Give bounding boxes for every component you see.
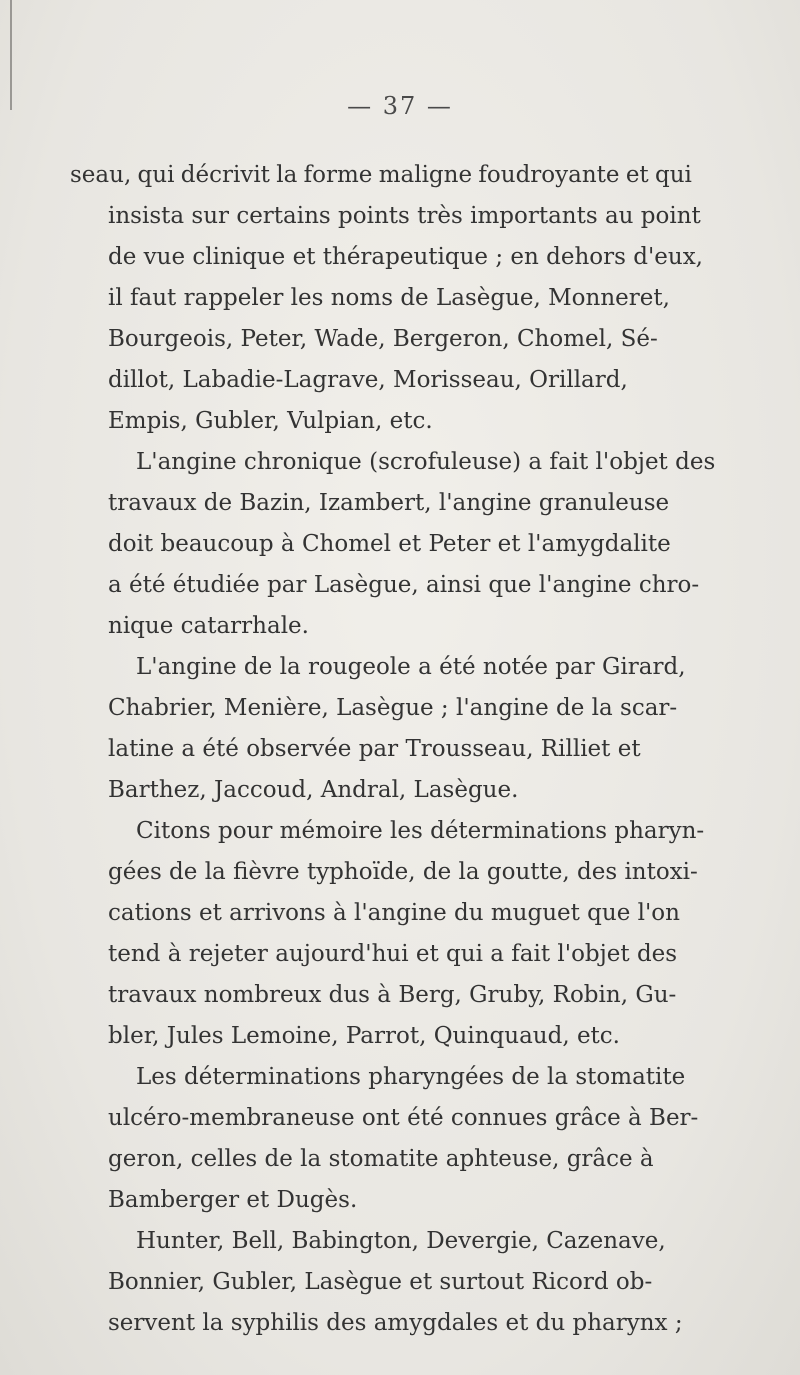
text-line: de vue clinique et thérapeutique ; en dehors d'eux, <box>108 244 703 270</box>
text-line: L'angine de la rougeole a été notée par Girard, <box>136 654 686 680</box>
text-line: gées de la fièvre typhoïde, de la goutte, des intoxi- <box>108 859 698 885</box>
text-line: Hunter, Bell, Babington, Devergie, Cazenave, <box>136 1228 666 1254</box>
text-line: Les déterminations pharyngées de la stomatite <box>136 1064 686 1090</box>
text-line: servent la syphilis des amygdales et du pharynx ; <box>108 1310 683 1336</box>
text-line: seau, qui décrivit la forme maligne foudroyante et qui <box>70 162 692 188</box>
text-line: bler, Jules Lemoine, Parrot, Quinquaud, etc. <box>108 1023 620 1049</box>
text-line: Chabrier, Menière, Lasègue ; l'angine de la scar- <box>108 695 678 721</box>
text-line: latine a été observée par Trousseau, Rilliet et <box>108 736 641 762</box>
text-line: nique catarrhale. <box>108 613 309 639</box>
text-line: ulcéro-membraneuse ont été connues grâce à Ber- <box>108 1105 699 1131</box>
text-line: dillot, Labadie-Lagrave, Morisseau, Orillard, <box>108 367 628 393</box>
text-line: Bonnier, Gubler, Lasègue et surtout Ricord ob- <box>108 1269 653 1295</box>
text-line: L'angine chronique (scrofuleuse) a fait l'objet des <box>136 449 716 475</box>
text-line: travaux nombreux dus à Berg, Gruby, Robin, Gu- <box>108 982 677 1008</box>
text-line: cations et arrivons à l'angine du muguet que l'on <box>108 900 680 926</box>
text-line: Bourgeois, Peter, Wade, Bergeron, Chomel, Sé- <box>108 326 658 352</box>
page-number: — 37 — <box>347 92 453 120</box>
text-line: Citons pour mémoire les déterminations pharyn- <box>136 818 705 844</box>
text-line: doit beaucoup à Chomel et Peter et l'amygdalite <box>108 531 671 557</box>
text-line: geron, celles de la stomatite aphteuse, grâce à <box>108 1146 654 1172</box>
text-line: Empis, Gubler, Vulpian, etc. <box>108 408 433 434</box>
text-line: Bamberger et Dugès. <box>108 1187 358 1213</box>
text-line: tend à rejeter aujourd'hui et qui a fait l'objet des <box>108 941 678 967</box>
text-line: travaux de Bazin, Izambert, l'angine granuleuse <box>108 490 670 516</box>
text-line: insista sur certains points très importants au point <box>108 203 701 229</box>
text-line: il faut rappeler les noms de Lasègue, Monneret, <box>108 285 670 311</box>
text-line: Barthez, Jaccoud, Andral, Lasègue. <box>108 777 519 803</box>
text-line: a été étudiée par Lasègue, ainsi que l'angine chro- <box>108 572 700 598</box>
